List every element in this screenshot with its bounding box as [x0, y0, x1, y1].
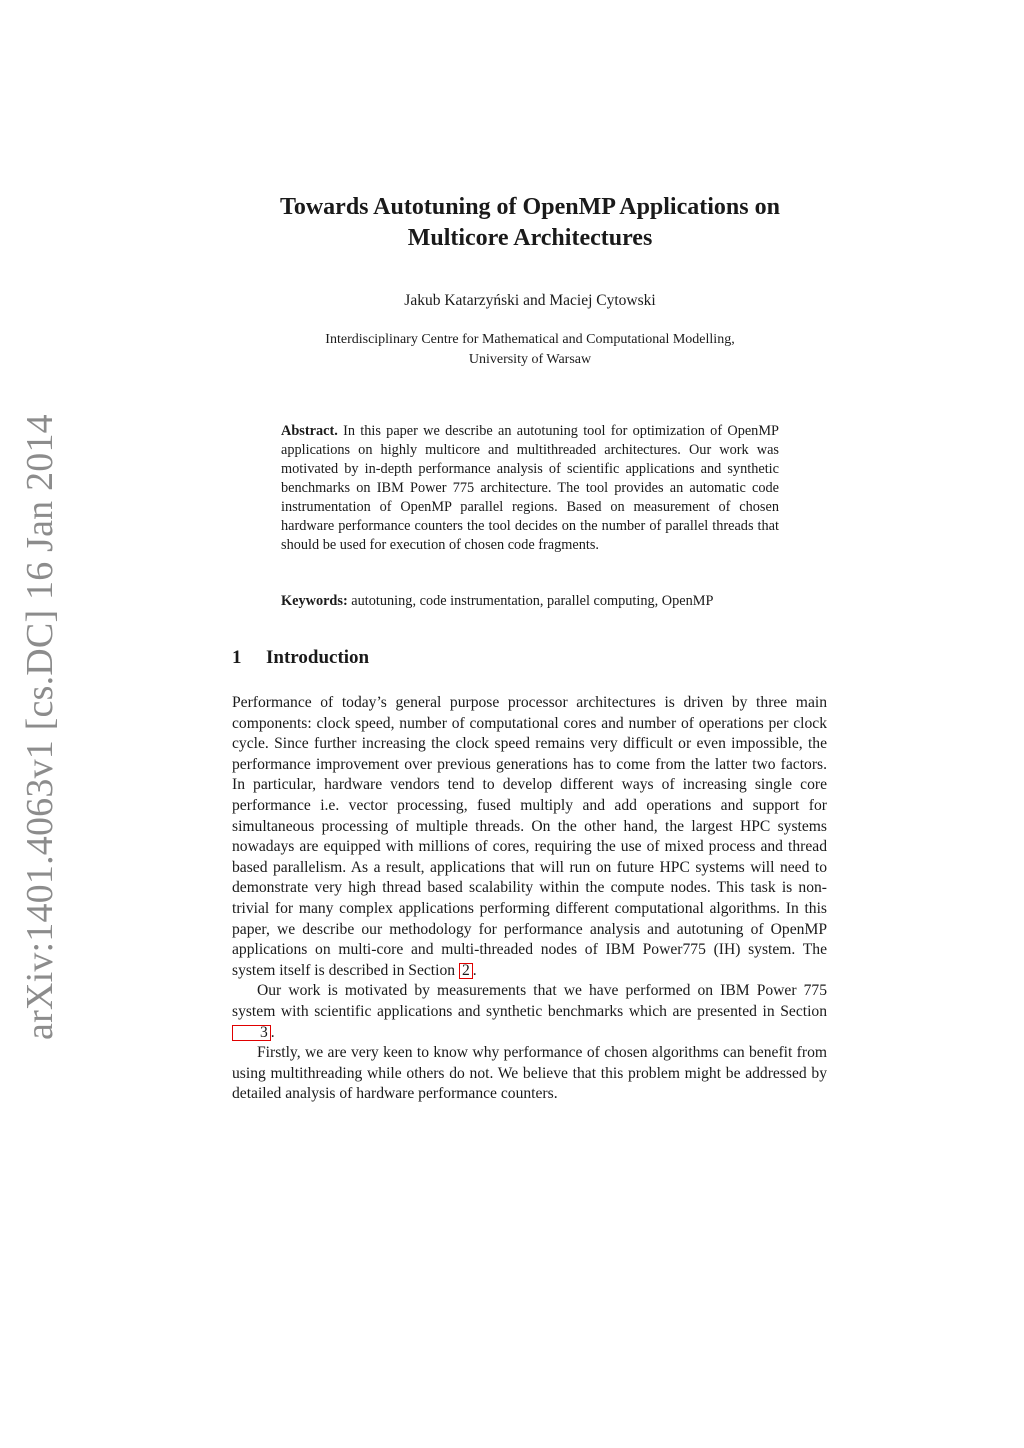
introduction-body [232, 693, 827, 1105]
paragraph [232, 1043, 827, 1105]
affiliation-line-2: University of Warsaw [468, 352, 592, 367]
arxiv-identifier-stamp: arXiv:1401.4063v1 [cs.DC] 16 Jan 2014 [19, 414, 61, 1040]
section-number: 1 [232, 647, 242, 668]
title-line-1: Towards Autotuning of OpenMP Applications on [280, 194, 780, 220]
abstract [281, 422, 779, 555]
keywords [281, 592, 821, 611]
section-reference-link[interactable]: 3 [232, 1025, 271, 1041]
authors: Jakub Katarzyński and Maciej Cytowski [404, 292, 656, 309]
section-title: Introduction [266, 647, 370, 668]
affiliation [180, 330, 880, 370]
paragraph [232, 693, 827, 981]
paper-title [180, 192, 880, 254]
keywords-text: autotuning, code instrumentation, parallel computing, OpenMP [351, 593, 714, 609]
paragraph-end: . [472, 961, 477, 979]
section-heading-introduction [232, 647, 369, 669]
paragraph-text: Performance of today’s general purpose processor architectures is driven by three main components: clock speed, number of computational cores and number of operations per clock cycle. Since further increasing the clock speed remains very difficult or even impossible, the performance improvement over previous generations has to come from the latter two factors. In particular, hardware vendors tend to develop different ways of increasing single core performance i.e. vector processing, fused multiply and add operations and support for simultaneous processing of multiple threads. On the other hand, the largest HPC systems nowadays are equipped with millions of cores, requiring the use of mixed process and thread based parallelism. As a result, applications that will run on future HPC systems will need to demonstrate very high thread based scalability within the compute nodes. This task is non-trivial for many complex applications performing different computational algorithms. In this paper, we describe our methodology for performance analysis and autotuning of OpenMP applications on multi-core and multi-threaded nodes of IBM Power775 (IH) system. The system itself is described in Section [232, 694, 827, 979]
paragraph-text: Our work is motivated by measurements that we have performed on IBM Power 775 system with scientific applications and synthetic benchmarks which are presented in Section [232, 982, 827, 1020]
abstract-text: In this paper we describe an autotuning tool for optimization of OpenMP applications on highly multicore and multithreaded architectures. Our work was motivated by in-depth performance analysis of scientific applications and synthetic benchmarks on IBM Power 775 architecture. The tool provides an automatic code instrumentation of OpenMP parallel regions. Based on measurement of chosen hardware performance counters the tool decides on the number of parallel threads that should be used for execution of chosen code fragments. [281, 423, 779, 553]
paragraph [232, 981, 827, 1043]
paragraph-end: . [270, 1023, 275, 1041]
section-reference-link[interactable]: 2 [459, 963, 473, 979]
title-line-2: Multicore Architectures [407, 225, 653, 251]
affiliation-line-1: Interdisciplinary Centre for Mathematical and Computational Modelling, [325, 332, 735, 347]
abstract-label: Abstract. [281, 423, 338, 439]
paragraph-text: Firstly, we are very keen to know why performance of chosen algorithms can benefit from using multithreading while others do not. We believe that this problem might be addressed by detailed analysis of hardware performance counters. [232, 1044, 827, 1103]
keywords-label: Keywords: [281, 593, 348, 609]
